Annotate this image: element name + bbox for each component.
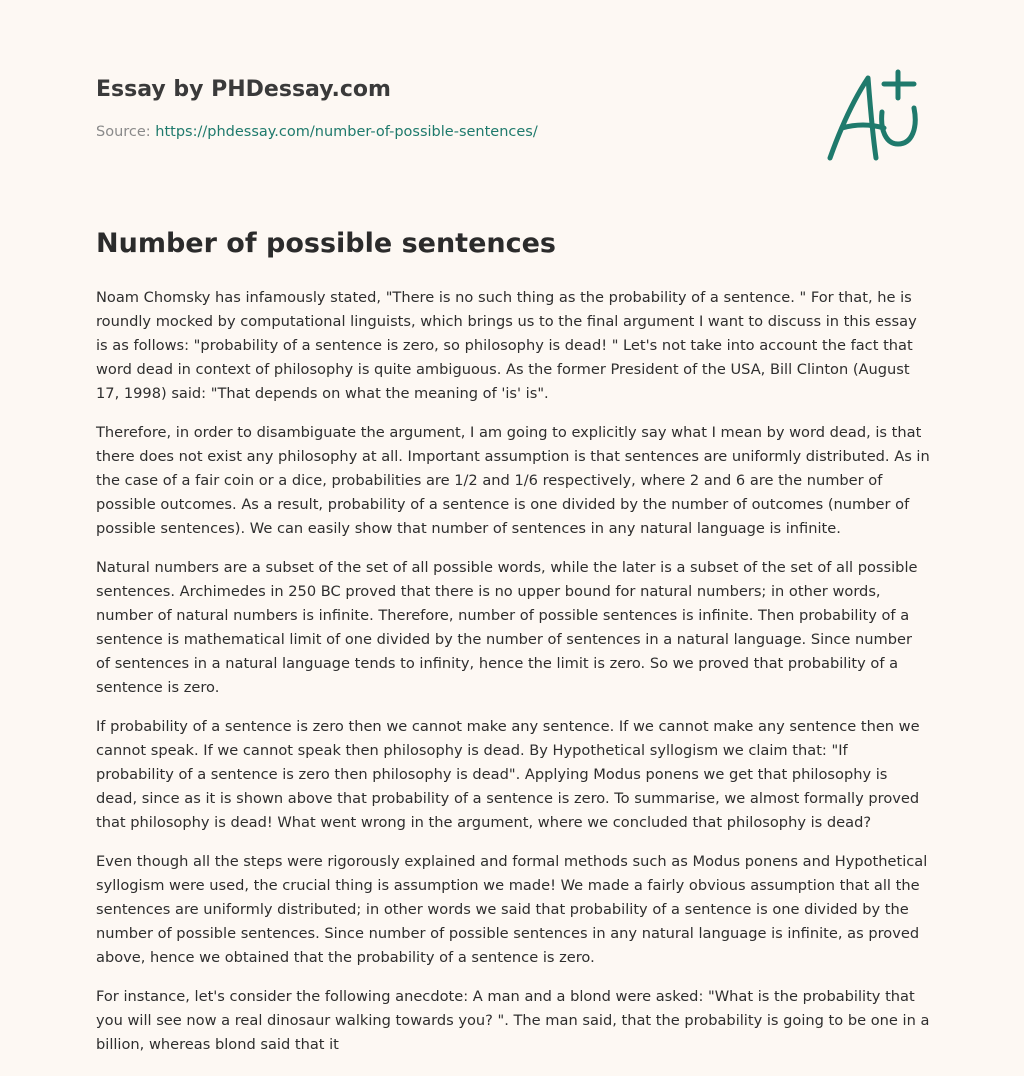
essay-body — [96, 286, 930, 1072]
essay-title: Number of possible sentences — [96, 228, 557, 259]
paragraph: For instance, let's consider the following anecdote: A man and a blond were asked: "What is the probability that you will see now a real dinosaur walking towards you? ". The man said, that the probability is going to be one in a billion, whereas blond said that it — [96, 988, 930, 1053]
header — [96, 76, 796, 142]
source-line — [96, 122, 796, 142]
source-link[interactable]: https://phdessay.com/number-of-possible-sentences/ — [155, 124, 538, 140]
source-label: Source: — [96, 124, 156, 140]
paragraph: If probability of a sentence is zero then we cannot make any sentence. If we cannot make any sentence then we cannot speak. If we cannot speak then philosophy is dead. By Hypothetical syllogism we claim that: "If probability of a sentence is zero then philosophy is dead". Applying Modus ponens we get that philosophy is dead, since as it is shown above that probability of a sentence is zero. To summarise, we almost formally proved that philosophy is dead! What went wrong in the argument, where we concluded that philosophy is dead? — [96, 718, 920, 831]
paragraph: Noam Chomsky has infamously stated, "There is no such thing as the probability of a sentence. " For that, he is roundly mocked by computational linguists, which brings us to the final argument I want to discuss in this essay is as follows: "probability of a sentence is zero, so philosophy is dead! " Let's not take into account the fact that word dead in context of philosophy is quite ambiguous. As the former President of the USA, Bill Clinton (August 17, 1998) said: "That depends on what the meaning of 'is' is". — [96, 289, 917, 402]
a-plus-logo-icon — [818, 68, 928, 164]
paragraph: Natural numbers are a subset of the set of all possible words, while the later is a subset of the set of all possible sentences. Archimedes in 250 BC proved that there is no upper bound for natural numbers; in other words, number of natural numbers is infinite. Therefore, number of possible sentences is infinite. Then probability of a sentence is mathematical limit of one divided by the number of sentences in a natural language. Since number of sentences in a natural language tends to infinity, hence the limit is zero. So we proved that probability of a sentence is zero. — [96, 559, 918, 696]
site-title: Essay by PHDessay.com — [96, 77, 391, 102]
paragraph: Even though all the steps were rigorously explained and formal methods such as Modus ponens and Hypothetical syllogism were used, the crucial thing is assumption we made! We made a fairly obvious assumption that all the sentences are uniformly distributed; in other words we said that probability of a sentence is one divided by the number of possible sentences. Since number of possible sentences in any natural language is infinite, as proved above, hence we obtained that the probability of a sentence is zero. — [96, 853, 928, 966]
paragraph: Therefore, in order to disambiguate the argument, I am going to explicitly say what I mean by word dead, is that there does not exist any philosophy at all. Important assumption is that sentences are uniformly distributed. As in the case of a fair coin or a dice, probabilities are 1/2 and 1/6 respectively, where 2 and 6 are the number of possible outcomes. As a result, probability of a sentence is one divided by the number of outcomes (number of possible sentences). We can easily show that number of sentences in any natural language is infinite. — [96, 424, 930, 537]
